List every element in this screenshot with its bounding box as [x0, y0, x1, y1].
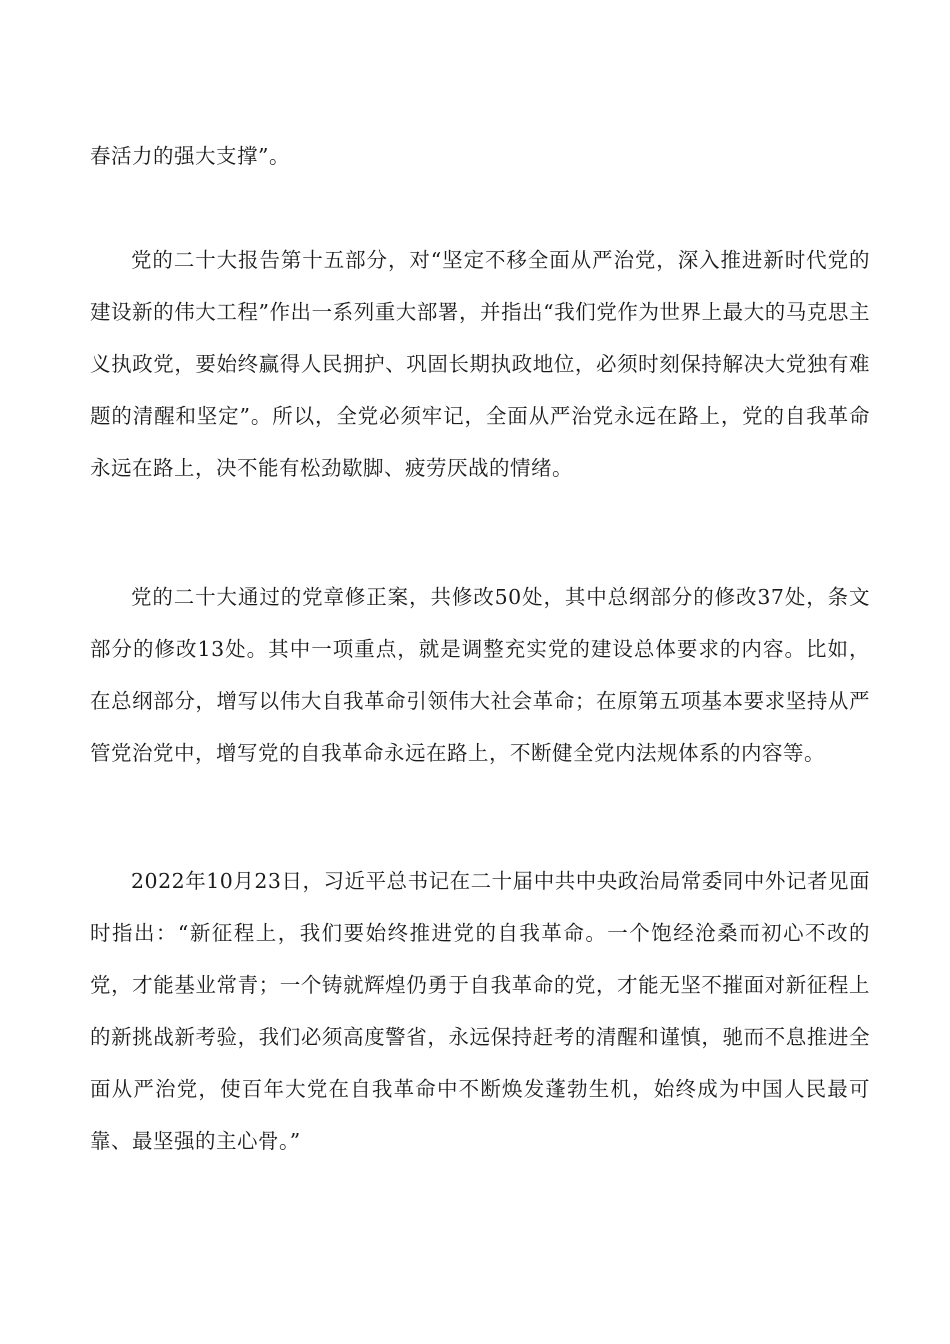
paragraph-constitution-amendment: 党的二十大通过的党章修正案，共修改50处，其中总纲部分的修改37处，条文部分的修改13处。其中一项重点，就是调整充实党的建设总体要求的内容。比如，在总纲部分，增写以伟大自我革命引领伟大社会革命；在原第五项基本要求坚持从严管党治党中，增写党的自我革命永远在路上，不断健全党内法规体系的内容等。	[90, 585, 870, 765]
paragraph-party-report: 党的二十大报告第十五部分，对“坚定不移全面从严治党，深入推进新时代党的建设新的伟大工程”作出一系列重大部署，并指出“我们党作为世界上最大的马克思主义执政党，要始终赢得人民拥护、巩固长期执政地位，必须时刻保持解决大党独有难题的清醒和坚定”。所以，全党必须牢记，全面从严治党永远在路上，党的自我革命永远在路上，决不能有松劲歇脚、疲劳厌战的情绪。	[90, 248, 870, 480]
paragraph-continuation: 春活力的强大支撑”。	[90, 144, 290, 168]
paragraph-press-meeting: 2022年10月23日，习近平总书记在二十届中共中央政治局常委同中外记者见面时指出：“新征程上，我们要始终推进党的自我革命。一个饱经沧桑而初心不改的党，才能基业常青；一个铸就辉煌仍勇于自我革命的党，才能无坚不摧面对新征程上的新挑战新考验，我们必须高度警省，永远保持赶考的清醒和谨慎，驰而不息推进全面从严治党，使百年大党在自我革命中不断焕发蓬勃生机，始终成为中国人民最可靠、最坚强的主心骨。”	[90, 869, 870, 1153]
